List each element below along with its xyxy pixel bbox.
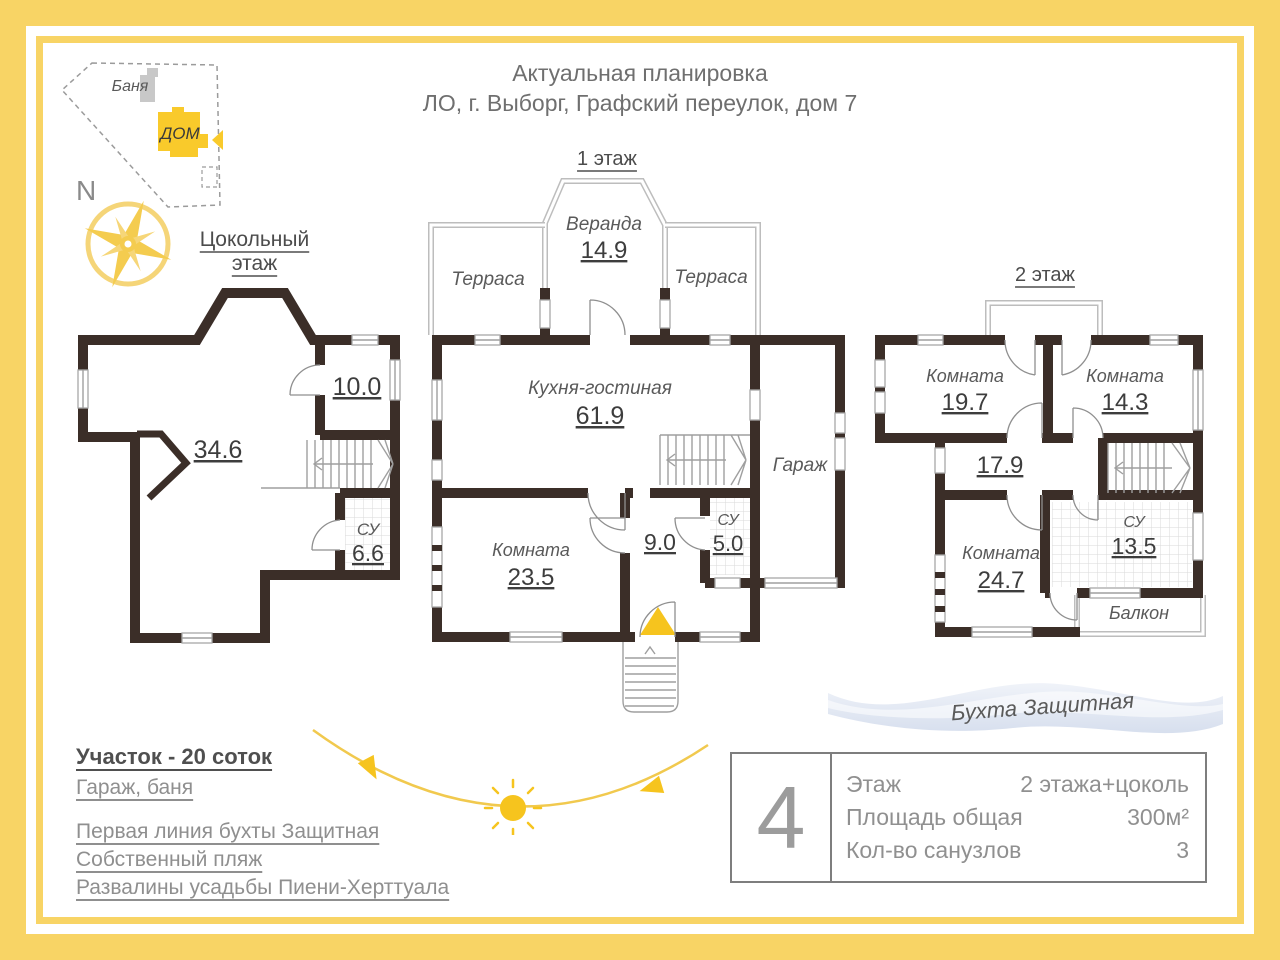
basement-su-label: СУ	[356, 520, 380, 539]
summary-row-label: Кол-во санузлов	[846, 837, 1022, 863]
floor2-su-label: СУ	[1123, 514, 1145, 531]
summary-row-value: 300м²	[1127, 804, 1189, 830]
floor1-door-arcs	[588, 300, 705, 637]
floor1-hall-area: 9.0	[644, 529, 676, 555]
summary-number: 4	[732, 754, 832, 881]
floor1-floor-plan	[428, 178, 853, 718]
basement-title-line1: Цокольный	[199, 228, 310, 251]
compass-icon	[66, 172, 186, 297]
floor2-room1-area: 19.7	[941, 389, 989, 416]
floor2-floor-plan	[872, 293, 1208, 645]
basement-floor-plan	[75, 283, 405, 650]
summary-row	[846, 834, 1189, 867]
floor1-room-area: 23.5	[507, 564, 555, 591]
north-label: N	[76, 175, 97, 206]
basement-outer-walls	[83, 293, 395, 638]
dom-label: ДОМ	[160, 124, 200, 143]
feature-item: Первая линия бухты Защитная	[76, 820, 380, 843]
terrace-right-label: Терраса	[674, 267, 748, 288]
floor2-title: 2 этаж	[1015, 264, 1075, 286]
summary-row-value: 3	[1176, 837, 1189, 863]
floor2-su-area: 13.5	[1111, 533, 1157, 559]
summary-row	[846, 768, 1189, 801]
summary-row-label: Площадь общая	[846, 804, 1023, 830]
floor1-su-area: 5.0	[712, 531, 744, 556]
feature-item: Развалины усадьбы Пиени-Херттуала	[76, 876, 450, 899]
feature-item: Собственный пляж	[76, 848, 263, 871]
basement-title-line2: этаж	[231, 252, 278, 275]
floor1-su-label: СУ	[717, 512, 739, 529]
basement-title	[182, 228, 327, 276]
balcony-label: Балкон	[1108, 603, 1170, 623]
kitchen-label: Кухня-гостиная	[528, 378, 672, 399]
summary-row-label: Этаж	[846, 771, 901, 797]
floor1-room-label: Комната	[492, 540, 570, 560]
floor1-title: 1 этаж	[577, 148, 637, 170]
page-title-line1: Актуальная планировка	[512, 60, 768, 86]
floor2-room3-area: 24.7	[977, 567, 1025, 594]
summary-row	[846, 801, 1189, 834]
veranda-label: Веранда	[566, 214, 642, 235]
outbuildings-label: Гараж, баня	[76, 776, 194, 799]
veranda-area: 14.9	[580, 237, 628, 264]
basement-corner-bay	[137, 434, 186, 498]
entrance-porch	[623, 642, 678, 712]
bay-label: Бухта Защитная	[950, 687, 1135, 726]
page-title-line2: ЛО, г. Выборг, Графский переулок, дом 7	[422, 90, 858, 116]
bay-wave	[828, 648, 1223, 758]
floor2-hall-area: 17.9	[976, 452, 1024, 479]
entrance-arrow-icon	[640, 607, 676, 635]
basement-room-area: 10.0	[332, 373, 382, 401]
roof-access-walls	[988, 303, 1100, 335]
basement-main-room-area: 34.6	[193, 436, 243, 464]
summary-info-box	[730, 752, 1207, 883]
plot-size-label: Участок - 20 соток	[76, 744, 273, 769]
garage-label: Гараж	[772, 455, 828, 476]
floor2-room3-label: Комната	[962, 543, 1040, 563]
terrace-left-label: Терраса	[451, 269, 525, 290]
sun-path-arrow-icon	[637, 776, 664, 800]
site-outbuilding	[202, 167, 217, 187]
summary-row-value: 2 этажа+цоколь	[1020, 771, 1189, 797]
floor2-room2-area: 14.3	[1101, 389, 1149, 416]
site-features	[76, 744, 546, 902]
floor2-room2-label: Комната	[1086, 366, 1164, 386]
basement-su-area: 6.6	[352, 540, 384, 566]
house-gate-icon	[212, 130, 223, 150]
banya-label: Баня	[111, 78, 149, 95]
kitchen-area: 61.9	[575, 402, 625, 430]
floor2-room1-label: Комната	[926, 366, 1004, 386]
